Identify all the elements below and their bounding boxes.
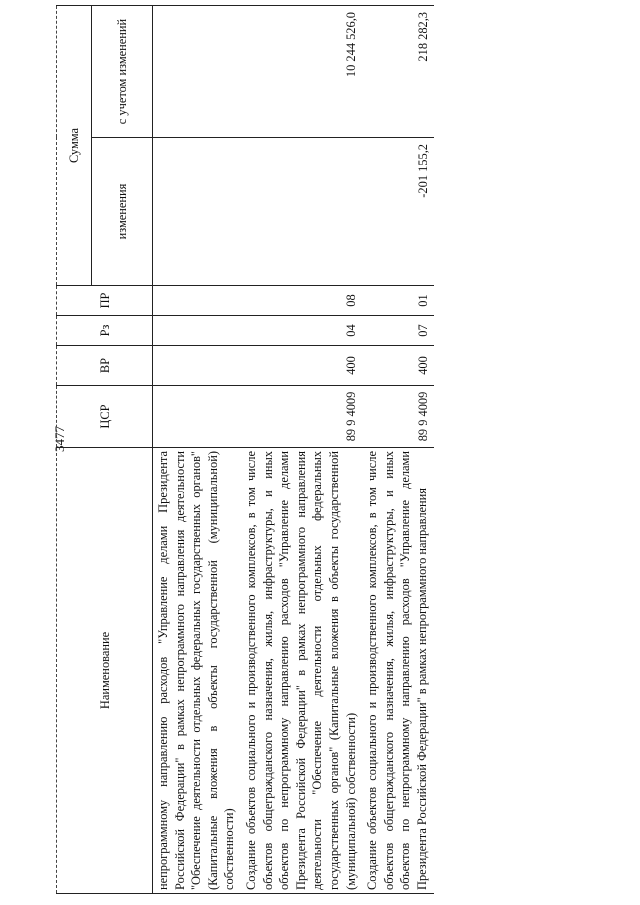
header-name: Наименование [57, 448, 153, 894]
row-rz [153, 316, 241, 346]
header-changes: изменения [92, 138, 153, 286]
row-name: Создание объектов социального и производственного комплексов, в том числе объектов общегражданского назначения, жилья, инфраструктуры, и иных объектов по непрограммному направлению расходов "Управление делами Президента Российской Федерации" в рамках непрограммного направления [362, 448, 433, 894]
budget-table [56, 5, 434, 894]
row-changes: -201 155,2 [362, 138, 433, 286]
row-total: 218 282,3 [362, 6, 433, 138]
row-total [153, 6, 241, 138]
row-name: Создание объектов социального и производственного комплексов, в том числе объектов общегражданского назначения, жилья, инфраструктуры, и иных объектов по непрограммному направлению расходов "Управление делами Президента Российской Федерации" в рамках непрограммного направления деятельности "Обеспечение деятельности отдельных федеральных государственных органов" (Капитальные вложения в объекты государственной (муниципальной) собственности) [241, 448, 362, 894]
header-pr: ПР [57, 286, 153, 316]
page-number: 3477 [52, 426, 67, 452]
table-row [153, 6, 241, 894]
row-pr: 08 [241, 286, 362, 316]
row-changes [153, 138, 241, 286]
row-changes [241, 138, 362, 286]
row-vr: 400 [362, 346, 433, 386]
row-vr [153, 346, 241, 386]
row-pr: 01 [362, 286, 433, 316]
header-with-changes: с учетом изменений [92, 6, 153, 138]
row-total: 10 244 526,0 [241, 6, 362, 138]
table-row [362, 6, 433, 894]
row-csr: 89 9 4009 [241, 386, 362, 448]
row-pr [153, 286, 241, 316]
row-csr [153, 386, 241, 448]
header-rz: Рз [57, 316, 153, 346]
row-csr: 89 9 4009 [362, 386, 433, 448]
row-name: непрограммному направлению расходов "Управление делами Президента Российской Федерации" в рамках непрограммного направления деятельности "Обеспечение деятельности отдельных федеральных государственных органов" (Капитальные вложения в объекты государственной (муниципальной) собственности) [153, 448, 241, 894]
header-sum: Сумма [57, 6, 92, 286]
row-rz: 04 [241, 316, 362, 346]
header-vr: ВР [57, 346, 153, 386]
header-csr: ЦСР [57, 386, 153, 448]
row-rz: 07 [362, 316, 433, 346]
budget-table-page [56, 6, 584, 894]
table-row [241, 6, 362, 894]
row-vr: 400 [241, 346, 362, 386]
